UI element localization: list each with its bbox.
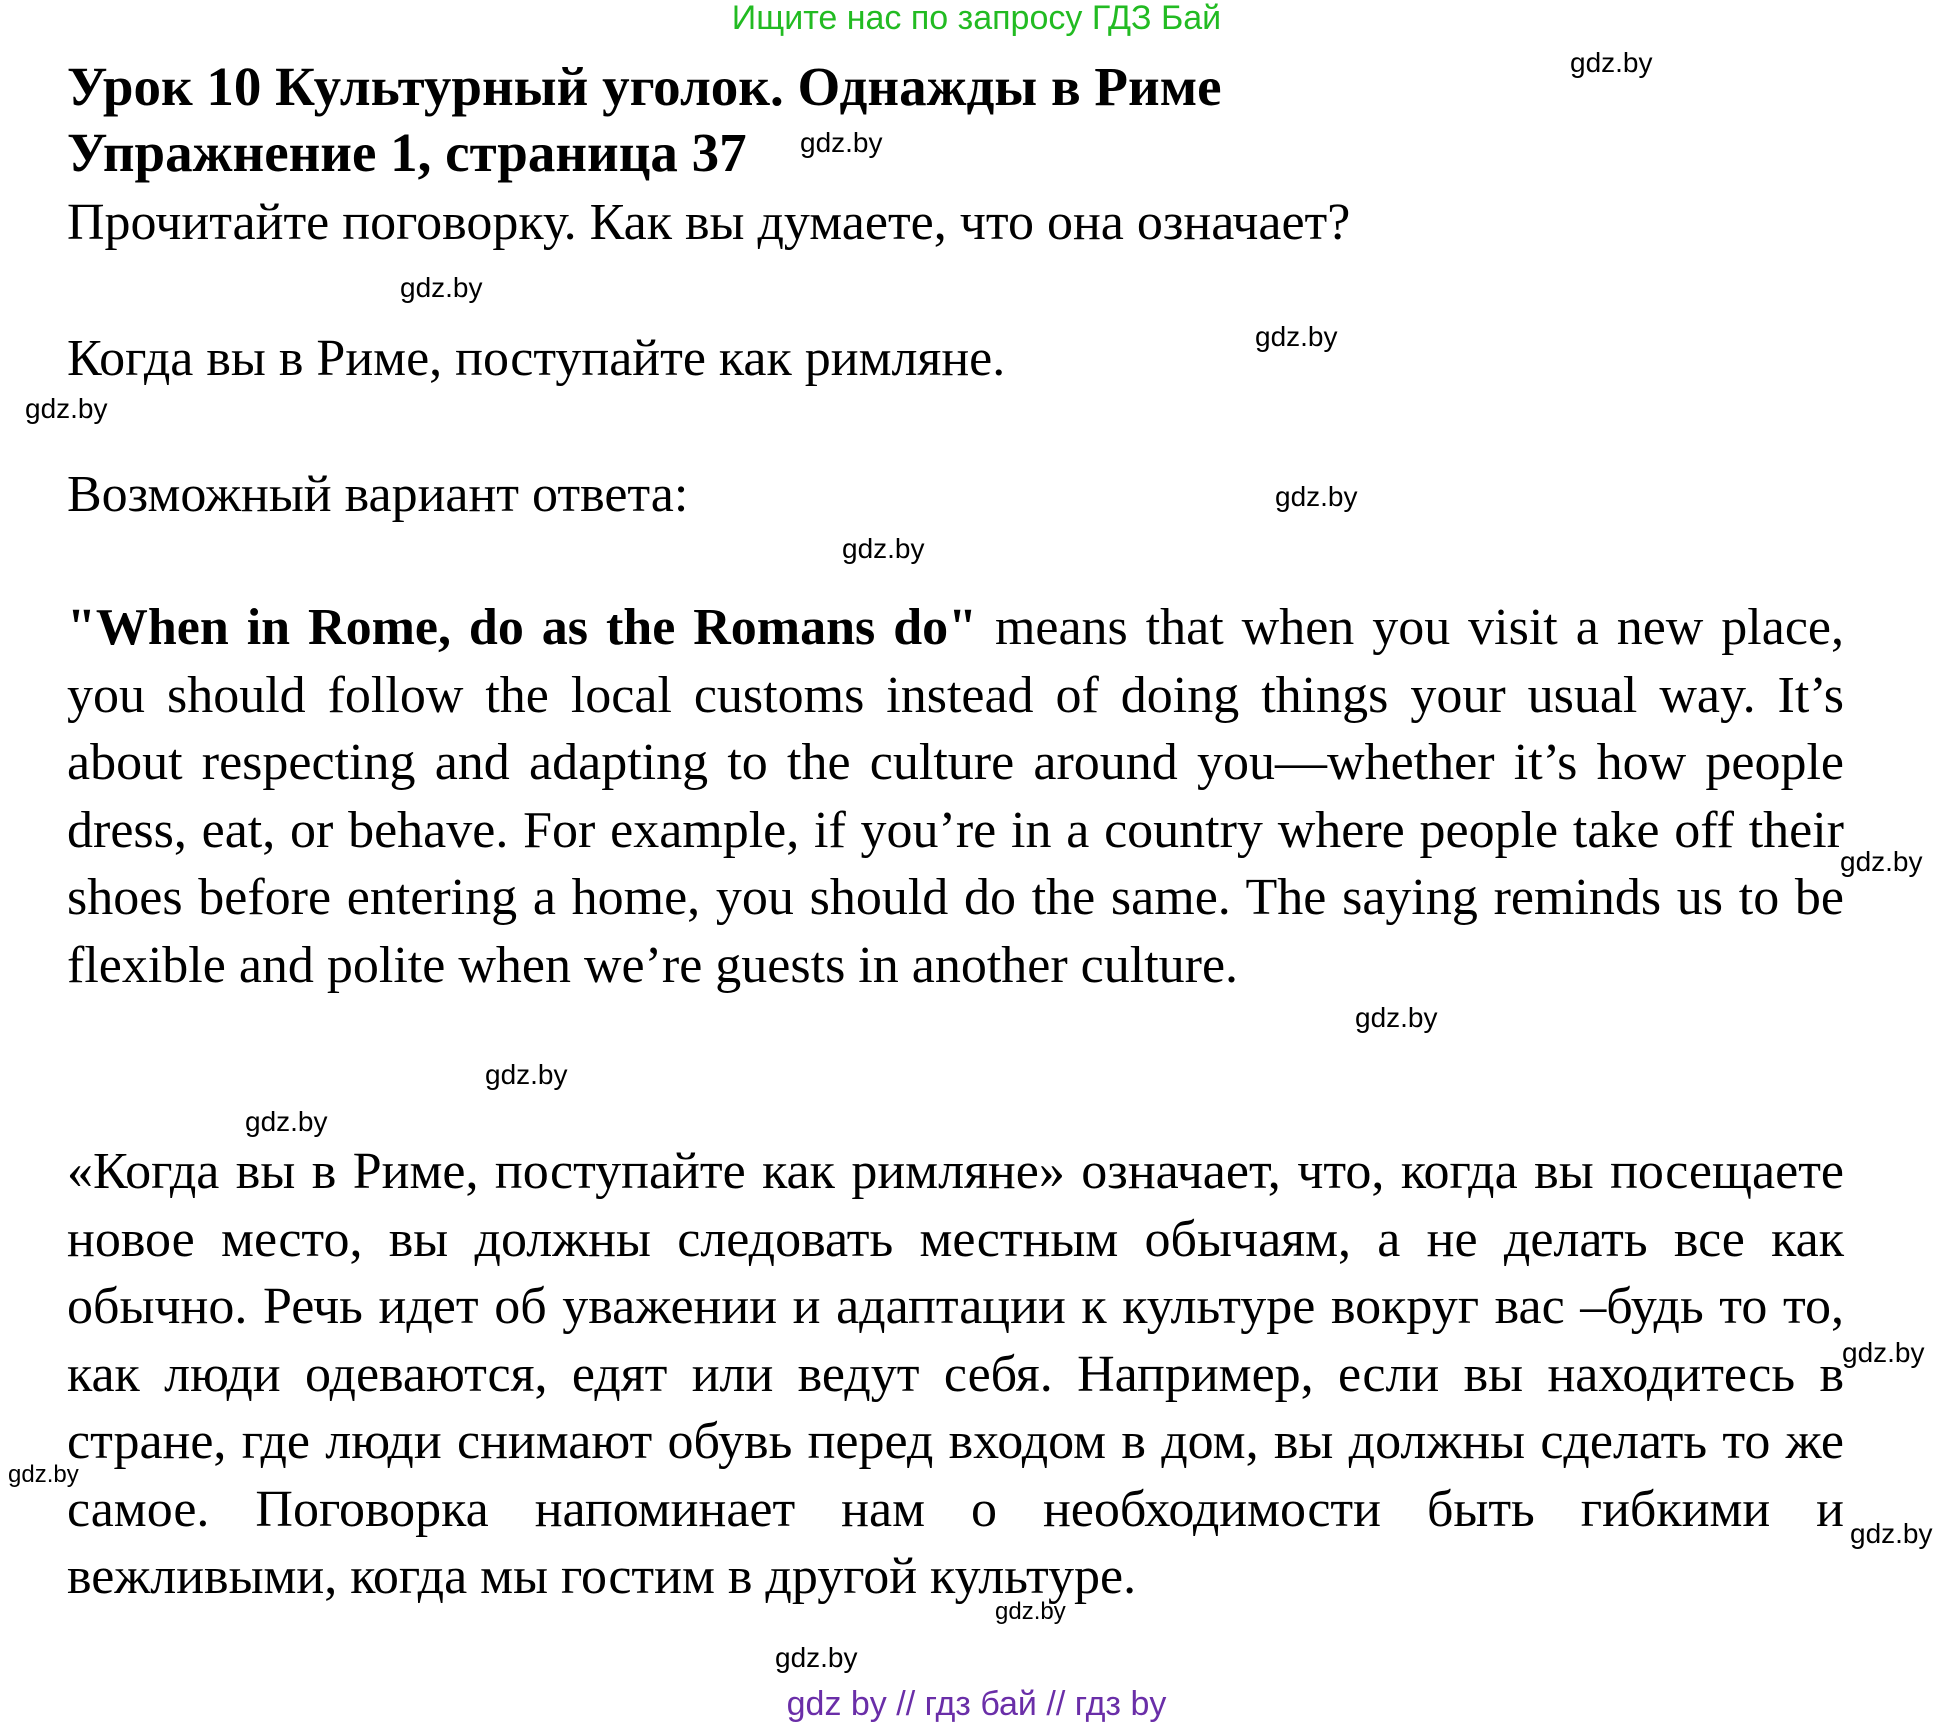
watermark: gdz.by [1275, 481, 1358, 512]
watermark: gdz.by [775, 1642, 858, 1673]
english-answer-text: means that when you visit a new place, you should follow the local customs instead of doing things your usual way. It’s about respecting and adapting to the culture around you—whether it’s how people dress, eat, or behave. For example, if you’re in a country where people take off their shoes before entering a home, you should do the same. The saying reminds us to be flexible and polite when we’re guests in another culture. [67, 599, 1844, 994]
exercise-title: Упражнение 1, страница 37 [67, 122, 747, 183]
answer-label: Возможный вариант ответа: [67, 466, 689, 523]
watermark: gdz.by [8, 1461, 79, 1488]
watermark: gdz.by [842, 533, 925, 564]
saying: Когда вы в Риме, поступайте как римляне. [67, 330, 1006, 387]
watermark: gdz.by [400, 272, 483, 303]
russian-answer: «Когда вы в Риме, поступайте как римляне» означает, что, когда вы посещаете новое место, вы должны следовать местным обычаям, а не делать все как обычно. Речь идет об уважении и адаптации к культуре вокруг вас –будь то то, как люди одеваются, едят или ведут себя. Например, если вы находитесь в стране, где люди снимают обувь перед входом в дом, вы должны сделать то же самое. Поговорка напоминает нам о необходимости быть гибкими и вежливыми, когда мы гостим в другой культуре. [67, 1143, 1844, 1605]
watermark: gdz.by [1842, 1337, 1925, 1368]
watermark: gdz.by [1840, 846, 1923, 877]
english-quote: "When in Rome, do as the Romans do" [67, 599, 977, 656]
footer-links[interactable]: gdz by // гдз бай // гдз by [786, 1685, 1167, 1723]
watermark: gdz.by [485, 1059, 568, 1090]
watermark: gdz.by [995, 1598, 1066, 1625]
watermark: gdz.by [1255, 321, 1338, 352]
watermark: gdz.by [1850, 1518, 1933, 1549]
watermark: gdz.by [1570, 47, 1653, 78]
watermark: gdz.by [25, 393, 108, 424]
watermark: gdz.by [1355, 1002, 1438, 1033]
task-instruction: Прочитайте поговорку. Как вы думаете, что она означает? [67, 194, 1351, 251]
watermark: gdz.by [245, 1106, 328, 1137]
english-answer [67, 594, 1844, 999]
top-banner[interactable]: Ищите нас по запросу ГДЗ Бай [731, 0, 1222, 37]
lesson-title: Урок 10 Культурный уголок. Однажды в Риме [67, 56, 1222, 117]
watermark: gdz.by [800, 127, 883, 158]
